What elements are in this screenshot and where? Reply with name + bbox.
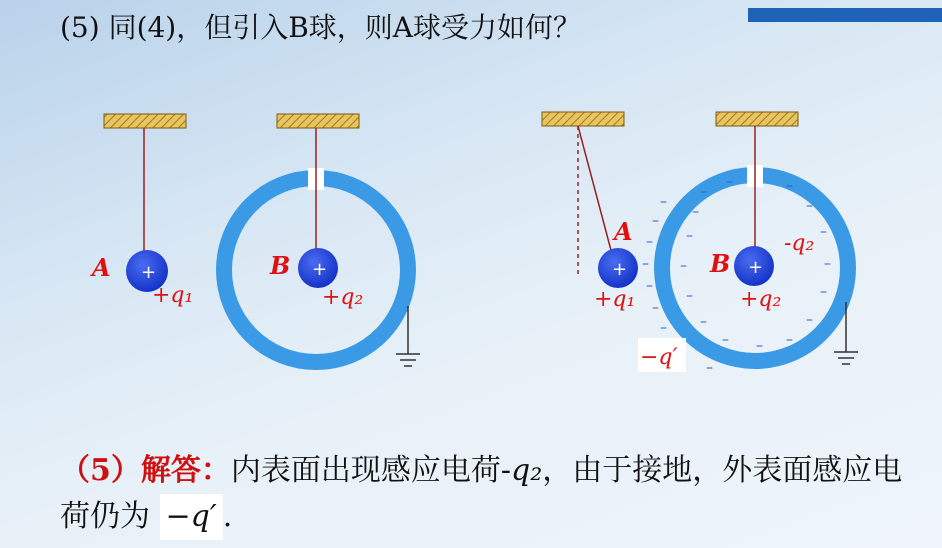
ceiling-mount-b2 — [716, 112, 798, 126]
svg-text:–: – — [652, 213, 659, 229]
ground-symbol-b2 — [834, 352, 858, 364]
answer-prefix: （5）解答： — [60, 453, 231, 488]
svg-text:–: – — [646, 278, 653, 294]
label-b1: B — [270, 251, 291, 280]
svg-text:–: – — [680, 258, 687, 274]
svg-text:–: – — [806, 312, 813, 328]
plus-sign-a1: + — [141, 262, 157, 283]
svg-text:–: – — [706, 360, 713, 376]
charge-q1-a2: +q₁ — [594, 287, 636, 312]
charge-q2-b1: +q₂ — [322, 285, 364, 310]
string-a2 — [578, 126, 612, 254]
svg-text:–: – — [786, 178, 793, 194]
answer-q2: q₂ — [511, 453, 543, 488]
svg-text:–: – — [700, 184, 707, 200]
answer-text1: 内表面出现感应电荷- — [230, 453, 512, 488]
label-a2: A — [614, 217, 633, 246]
label-a1: A — [92, 253, 111, 282]
svg-text:–: – — [700, 314, 707, 330]
svg-text:–: – — [652, 300, 659, 316]
answer-text2: ，由于接地，外表面感应电荷仍为 — [60, 453, 903, 534]
svg-text:–: – — [726, 174, 733, 190]
question-text: (5) 同(4)，但引入B球，则A球受力如何？ — [60, 11, 582, 44]
ceiling-mount-b1 — [277, 114, 359, 128]
svg-text:–: – — [646, 234, 653, 250]
svg-text:–: – — [722, 332, 729, 348]
ceiling-mount-a1 — [104, 114, 186, 128]
plus-sign-b1: + — [312, 259, 328, 280]
plus-sign-a2: + — [612, 259, 628, 280]
svg-text:–: – — [756, 338, 763, 354]
charge-q1-a1: +q₁ — [152, 283, 194, 308]
svg-text:–: – — [686, 288, 693, 304]
svg-text:–: – — [806, 198, 813, 214]
svg-text:–: – — [820, 284, 827, 300]
svg-text:–: – — [692, 204, 699, 220]
svg-text:–: – — [660, 194, 667, 210]
plus-sign-b2: + — [748, 257, 764, 278]
ceiling-mount-a2 — [542, 112, 624, 126]
charge-q2-b2: +q₂ — [740, 287, 782, 312]
svg-text:–: – — [642, 256, 649, 272]
charge-minus-q2-b2: -q₂ — [784, 231, 815, 256]
label-b2: B — [710, 249, 731, 278]
charge-minus-qprime: −q′ — [640, 345, 678, 370]
answer-text — [60, 448, 920, 540]
svg-text:–: – — [786, 332, 793, 348]
svg-text:–: – — [820, 224, 827, 240]
svg-text:–: – — [686, 228, 693, 244]
svg-text:–: – — [660, 320, 667, 336]
ground-symbol-b1 — [396, 354, 420, 366]
answer-end: . — [222, 499, 233, 534]
answer-qprime: −q′ — [160, 494, 223, 540]
svg-text:–: – — [824, 256, 831, 272]
